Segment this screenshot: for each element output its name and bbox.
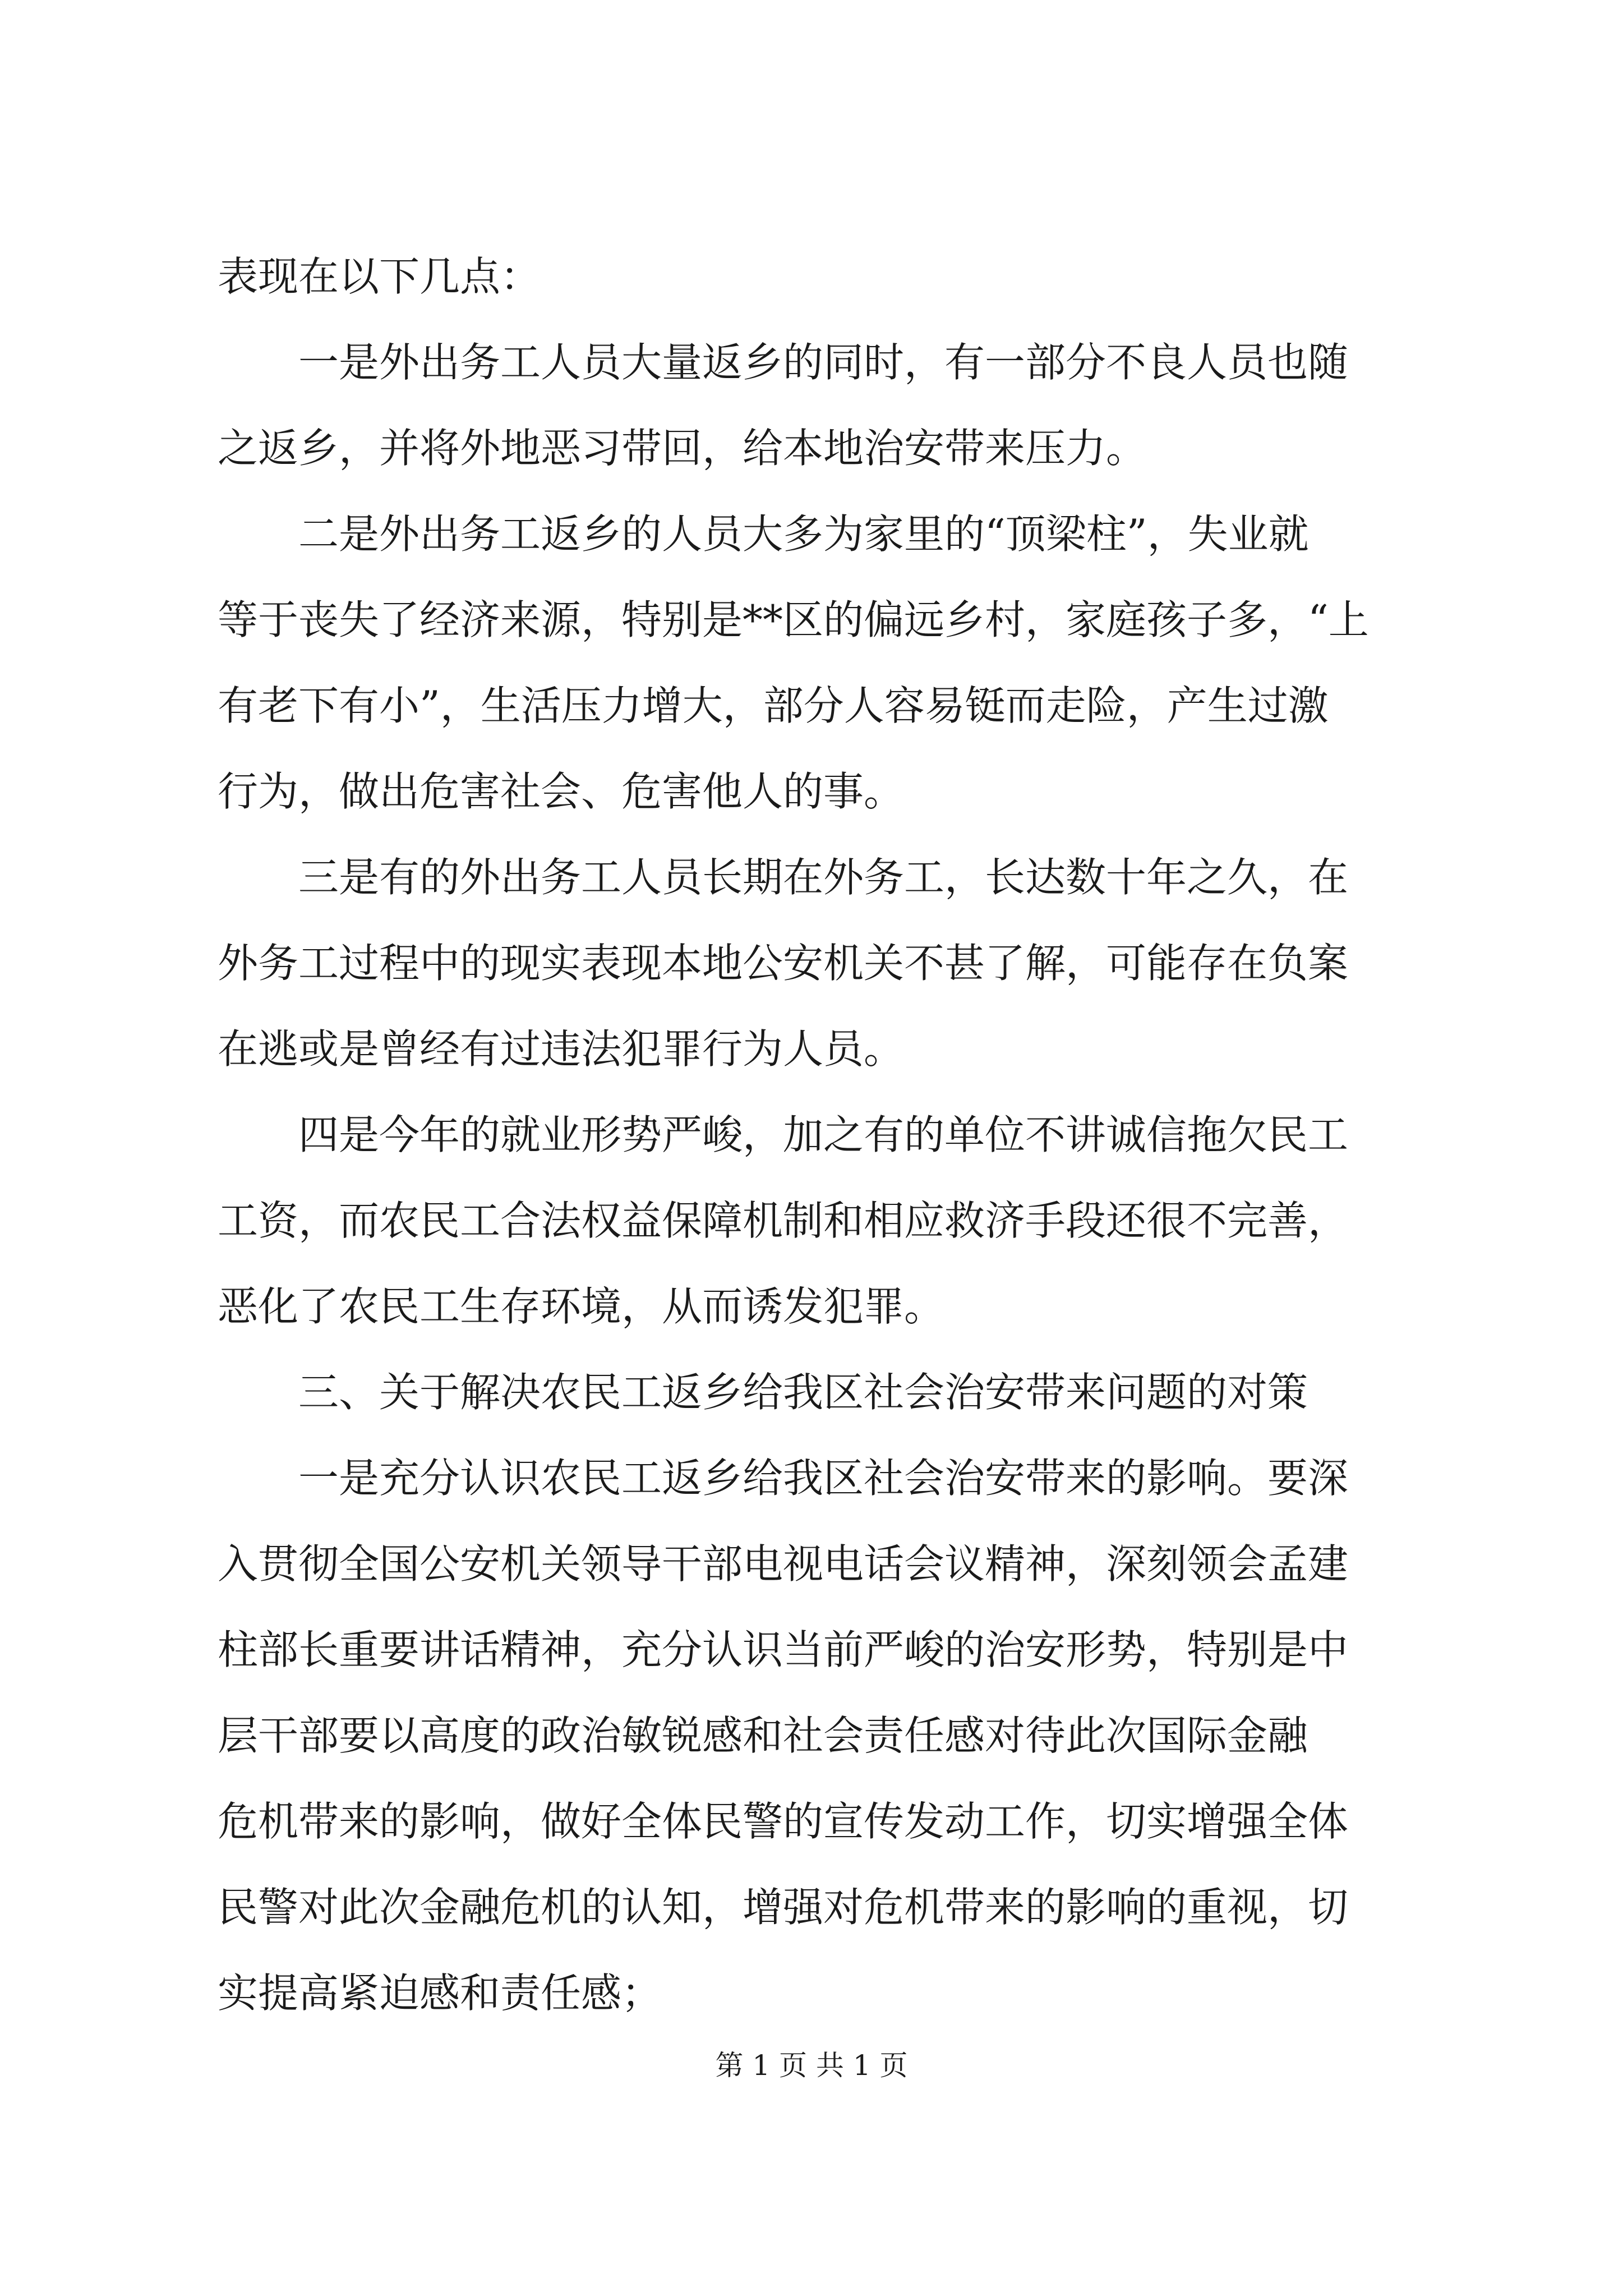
text-line: 四是今年的就业形势严峻，加之有的单位不讲诚信拖欠民工 [218, 1111, 1349, 1158]
text-line: 三、关于解决农民工返乡给我区社会治安带来问题的对策 [218, 1369, 1308, 1416]
text-line: 二是外出务工返乡的人员大多为家里的“顶梁柱”，失业就 [218, 510, 1309, 558]
text-line: 一是充分认识农民工返乡给我区社会治安带来的影响。要深 [218, 1455, 1349, 1502]
text-line: 一是外出务工人员大量返乡的同时，有一部分不良人员也随 [218, 339, 1349, 386]
text-line: 恶化了农民工生存环境，从而诱发犯罪。 [218, 1283, 945, 1330]
text-line: 实提高紧迫感和责任感； [218, 1970, 662, 2017]
page-footer: 第 1 页 共 1 页 [715, 2049, 908, 2082]
text-line: 层干部要以高度的政治敏锐感和社会责任感对待此次国际金融 [218, 1712, 1308, 1759]
text-line: 有老下有小”，生活压力增大，部分人容易铤而走险，产生过激 [218, 682, 1329, 729]
text-line: 民警对此次金融危机的认知，增强对危机带来的影响的重视，切 [218, 1884, 1349, 1931]
text-line: 危机带来的影响，做好全体民警的宣传发动工作，切实增强全体 [218, 1798, 1349, 1845]
text-line: 表现在以下几点： [218, 253, 541, 300]
text-line: 等于丧失了经济来源，特别是**区的偏远乡村，家庭孩子多，“上 [218, 596, 1369, 643]
text-line: 柱部长重要讲话精神，充分认识当前严峻的治安形势，特别是中 [218, 1626, 1349, 1673]
text-line: 外务工过程中的现实表现本地公安机关不甚了解，可能存在负案 [218, 940, 1349, 987]
text-line: 三是有的外出务工人员长期在外务工，长达数十年之久，在 [218, 854, 1349, 901]
text-line: 入贯彻全国公安机关领导干部电视电话会议精神，深刻领会孟建 [218, 1540, 1349, 1588]
text-line: 在逃或是曾经有过违法犯罪行为人员。 [218, 1025, 905, 1073]
text-line: 行为，做出危害社会、危害他人的事。 [218, 768, 905, 815]
text-line: 之返乡，并将外地恶习带回，给本地治安带来压力。 [218, 425, 1147, 472]
text-line: 工资，而农民工合法权益保障机制和相应救济手段还很不完善， [218, 1197, 1349, 1244]
